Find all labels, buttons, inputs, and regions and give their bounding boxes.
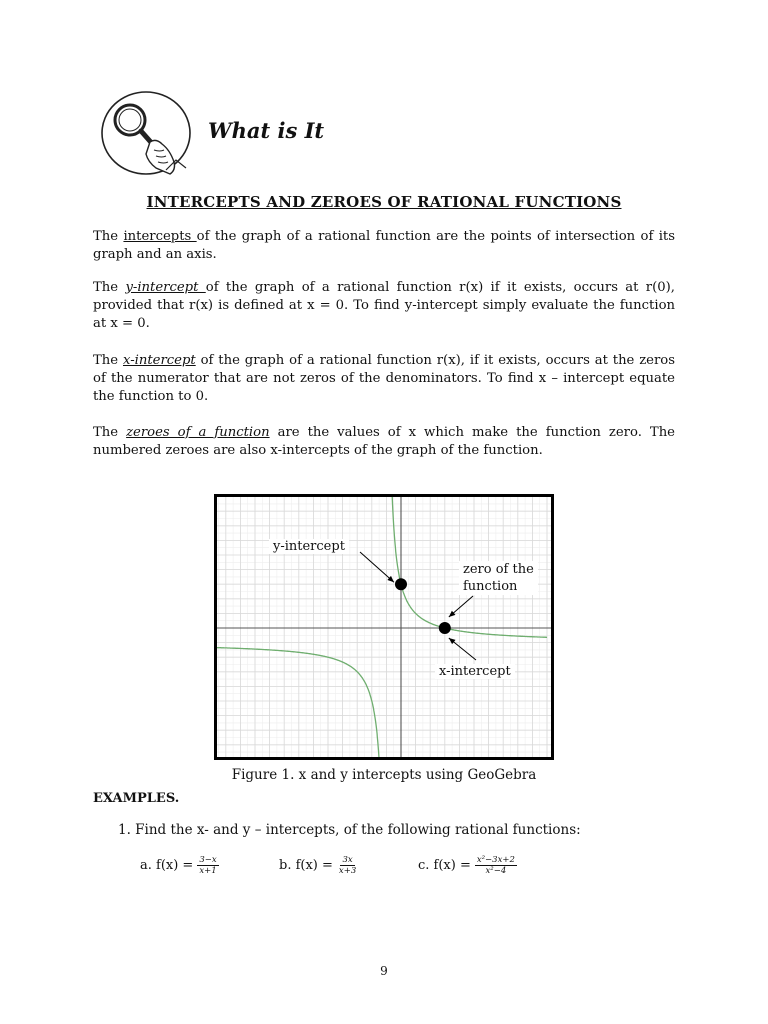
fraction-denominator: x+3: [338, 866, 357, 876]
function-b: [279, 855, 358, 876]
function-label: a. f(x) =: [140, 858, 194, 873]
magnifying-glass-icon: [100, 90, 192, 176]
fraction-numerator: 3−x: [199, 855, 217, 865]
examples-heading: EXAMPLES.: [93, 791, 180, 806]
annotation-zero-line: zero of the: [463, 562, 534, 577]
paragraph-text: The: [93, 353, 123, 368]
paragraph-text: of the graph of a rational function r(x) if it exists, occurs at r(0), provided that r(x) is defined at x = 0. To find y-intercept simply evaluate the function at x = 0.: [93, 280, 675, 331]
arrow-to-y-intercept: [360, 552, 394, 582]
term-y-intercept: y-intercept: [125, 280, 206, 295]
figure-caption: Figure 1. x and y intercepts using GeoGebra: [231, 767, 537, 783]
function-label: c. f(x) =: [418, 858, 471, 873]
paragraph-text: of the graph of a rational function are the points of intersection of its graph and an axis.: [93, 229, 675, 262]
term-zeroes: zeroes of a function: [126, 425, 270, 440]
fraction: [337, 855, 358, 876]
function-a: [140, 855, 219, 876]
paragraph-text: The: [93, 425, 127, 440]
fraction-numerator: x²−3x+2: [476, 855, 515, 865]
paragraph-text: are the values of x which make the function zero. The numbered zeroes are also x-intercepts of the graph of the function.: [93, 425, 675, 458]
paragraph-intercepts: [93, 228, 675, 264]
paragraph-text: The: [93, 229, 124, 244]
paragraph-x-intercept: [93, 352, 675, 406]
term-x-intercept: x-intercept: [122, 353, 196, 368]
paragraph-text: The: [93, 280, 126, 295]
paragraph-zeroes: [93, 424, 675, 460]
fraction: [197, 855, 218, 876]
annotation-zero-of-function: [459, 561, 538, 595]
annotation-y-intercept: y-intercept: [269, 539, 349, 554]
example-item-1: 1. Find the x- and y – intercepts, of the following rational functions:: [118, 822, 581, 838]
page-number: 9: [380, 964, 388, 978]
fraction-denominator: x²−4: [485, 866, 507, 876]
fraction: [475, 855, 517, 876]
function-c: [418, 855, 517, 876]
figure-graph: [214, 494, 554, 760]
fraction-denominator: x+1: [199, 866, 217, 876]
fraction-numerator: 3x: [342, 855, 353, 865]
curve-left-branch: [217, 648, 380, 758]
function-label: b. f(x) =: [279, 858, 333, 873]
paragraph-y-intercept: [93, 279, 675, 333]
paragraph-text: of the graph of a rational function r(x), if it exists, occurs at the zeros of the numerator that are not zeros of the denominators. To find x – intercept equate the function to 0.: [93, 353, 676, 404]
annotation-zero-line: function: [463, 579, 518, 594]
section-heading: INTERCEPTS AND ZEROES OF RATIONAL FUNCTIONS: [146, 193, 622, 211]
annotation-x-intercept: x-intercept: [435, 664, 515, 679]
term-intercepts: intercepts: [123, 229, 197, 244]
y-intercept-point: [395, 578, 407, 590]
graph-plot: [217, 497, 551, 757]
page-title: What is It: [208, 118, 325, 143]
x-intercept-point: [439, 622, 451, 634]
